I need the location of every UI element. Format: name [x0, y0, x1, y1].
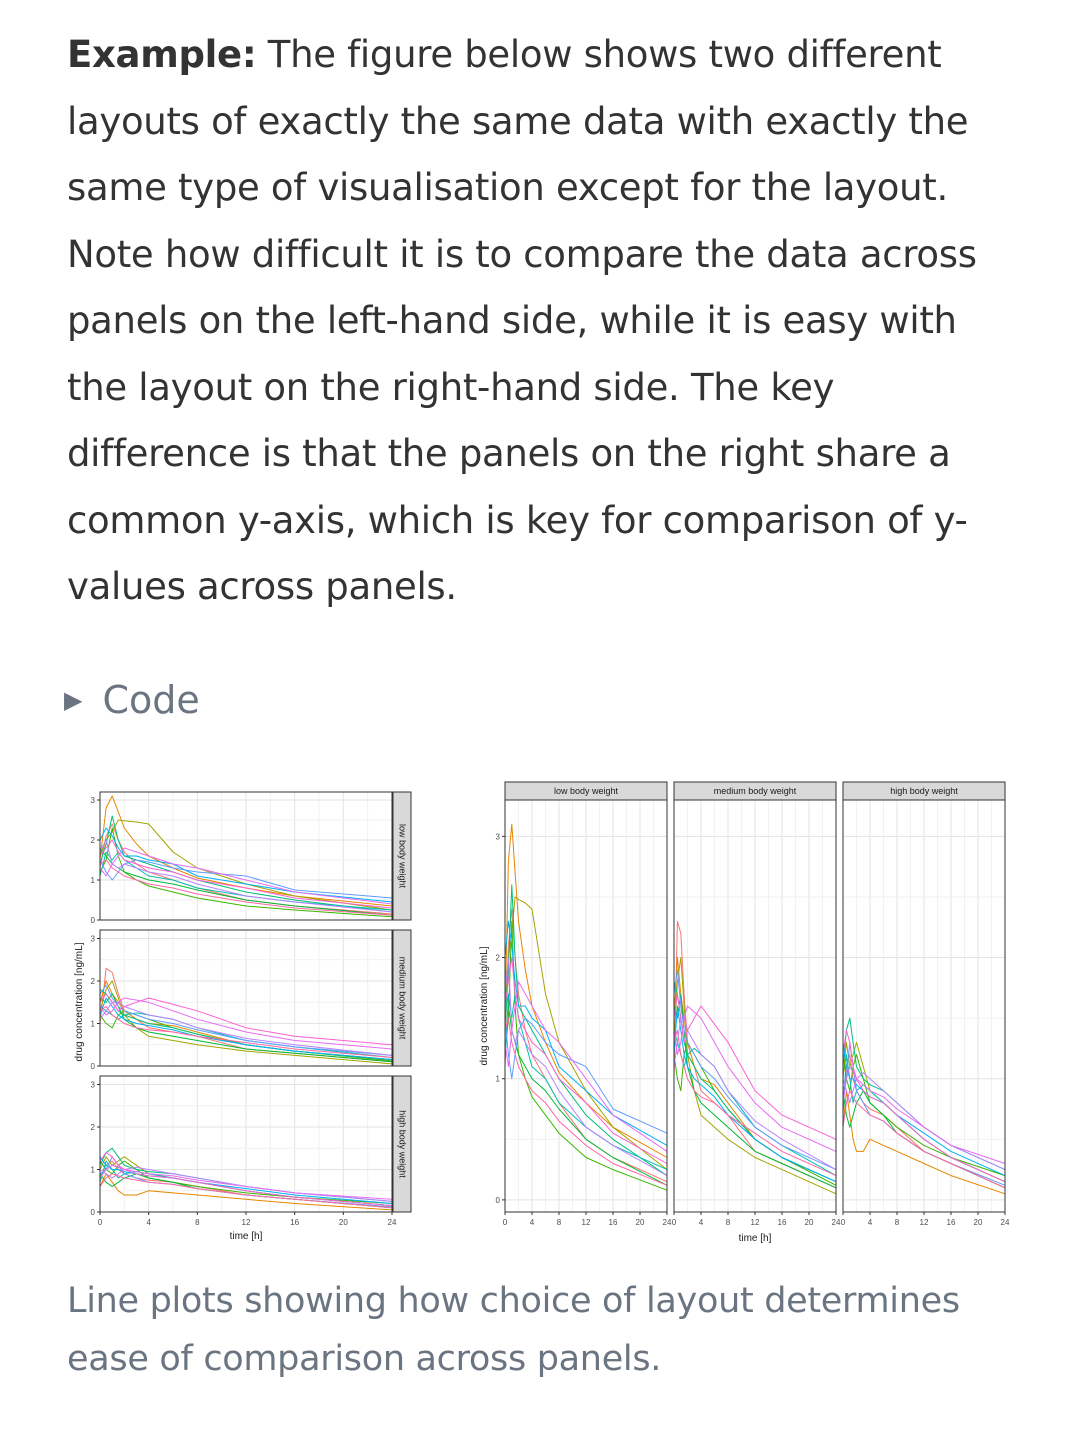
x-tick-label: 16 — [290, 1218, 300, 1227]
strip-label: high body weight — [890, 786, 958, 796]
x-tick-label: 12 — [750, 1218, 760, 1227]
code-toggle[interactable] — [64, 672, 200, 728]
x-tick-label: 0 — [97, 1218, 103, 1227]
y-tick-label: 2 — [495, 953, 500, 963]
x-tick-label: 4 — [146, 1218, 151, 1227]
x-tick-label: 0 — [502, 1218, 508, 1227]
x-tick-label: 24 — [662, 1218, 672, 1227]
code-toggle-label: Code — [102, 678, 200, 722]
y-axis-title-left: drug concentration [ng/mL] — [74, 942, 85, 1062]
y-tick-label: 2 — [90, 836, 95, 845]
figure-caption: Line plots showing how choice of layout determines ease of comparison across panels. — [67, 1281, 960, 1379]
x-tick-label: 8 — [556, 1218, 562, 1227]
y-tick-label: 1 — [90, 1165, 95, 1175]
triangle-right-icon: ▶ — [64, 686, 83, 714]
strip-label: low body weight — [553, 786, 619, 796]
x-tick-label: 4 — [867, 1218, 873, 1227]
y-tick-label: 3 — [90, 1080, 95, 1090]
y-tick-label: 0 — [90, 1062, 95, 1071]
x-tick-label: 4 — [529, 1218, 535, 1227]
y-tick-label: 1 — [495, 1074, 500, 1084]
panel-high — [91, 1076, 411, 1227]
panel-medium — [91, 930, 411, 1071]
x-tick-label: 20 — [973, 1218, 983, 1227]
y-tick-label: 2 — [90, 1123, 95, 1132]
x-tick-label: 12 — [241, 1218, 251, 1227]
panel-low — [91, 792, 411, 925]
y-tick-label: 1 — [90, 876, 95, 885]
y-tick-label: 3 — [495, 832, 500, 842]
strip-label: low body weight — [397, 823, 408, 889]
y-tick-label: 1 — [90, 1019, 95, 1029]
y-tick-label: 0 — [90, 916, 95, 925]
x-tick-label: 24 — [1000, 1218, 1010, 1227]
x-tick-label: 24 — [387, 1218, 397, 1227]
strip-label: medium body weight — [397, 956, 408, 1040]
x-tick-label: 24 — [831, 1218, 841, 1227]
x-tick-label: 4 — [698, 1218, 704, 1227]
example-lead: Example: — [67, 33, 257, 76]
x-tick-label: 12 — [581, 1218, 591, 1227]
x-axis-title-right: time [h] — [738, 1233, 772, 1244]
y-tick-label: 0 — [90, 1208, 95, 1217]
x-tick-label: 12 — [919, 1218, 929, 1227]
y-tick-label: 2 — [90, 977, 95, 986]
y-axis-title-right: drug concentration [ng/mL] — [479, 946, 490, 1066]
x-tick-label: 8 — [894, 1218, 900, 1227]
figure-line-plots — [0, 770, 1080, 1250]
x-tick-label: 20 — [804, 1218, 814, 1227]
strip-label: medium body weight — [713, 786, 797, 796]
panel-medium — [672, 782, 841, 1227]
panel-low — [496, 782, 672, 1227]
intro-paragraph — [67, 22, 1027, 621]
x-tick-label: 16 — [777, 1218, 787, 1227]
x-tick-label: 8 — [195, 1218, 200, 1227]
y-tick-label: 0 — [495, 1195, 500, 1205]
y-tick-label: 3 — [90, 934, 95, 944]
x-tick-label: 8 — [725, 1218, 731, 1227]
x-tick-label: 20 — [338, 1218, 348, 1227]
strip-label: high body weight — [397, 1110, 408, 1178]
x-tick-label: 0 — [671, 1218, 677, 1227]
x-tick-label: 0 — [840, 1218, 846, 1227]
x-axis-title-left: time [h] — [229, 1231, 263, 1242]
panel-high — [841, 782, 1010, 1227]
x-tick-label: 16 — [608, 1218, 618, 1227]
x-tick-label: 20 — [635, 1218, 645, 1227]
y-tick-label: 3 — [90, 796, 95, 805]
intro-text: The figure below shows two different layouts of exactly the same data with exactly the same type of visualisation except for the layout. Note how difficult it is to compare the data across panels on the left-hand side, while it is easy with the layout on the right-hand side. The key difference is that the panels on the right share a common y-axis, which is key for comparison of y-values across panels. — [67, 33, 977, 608]
x-tick-label: 16 — [946, 1218, 956, 1227]
